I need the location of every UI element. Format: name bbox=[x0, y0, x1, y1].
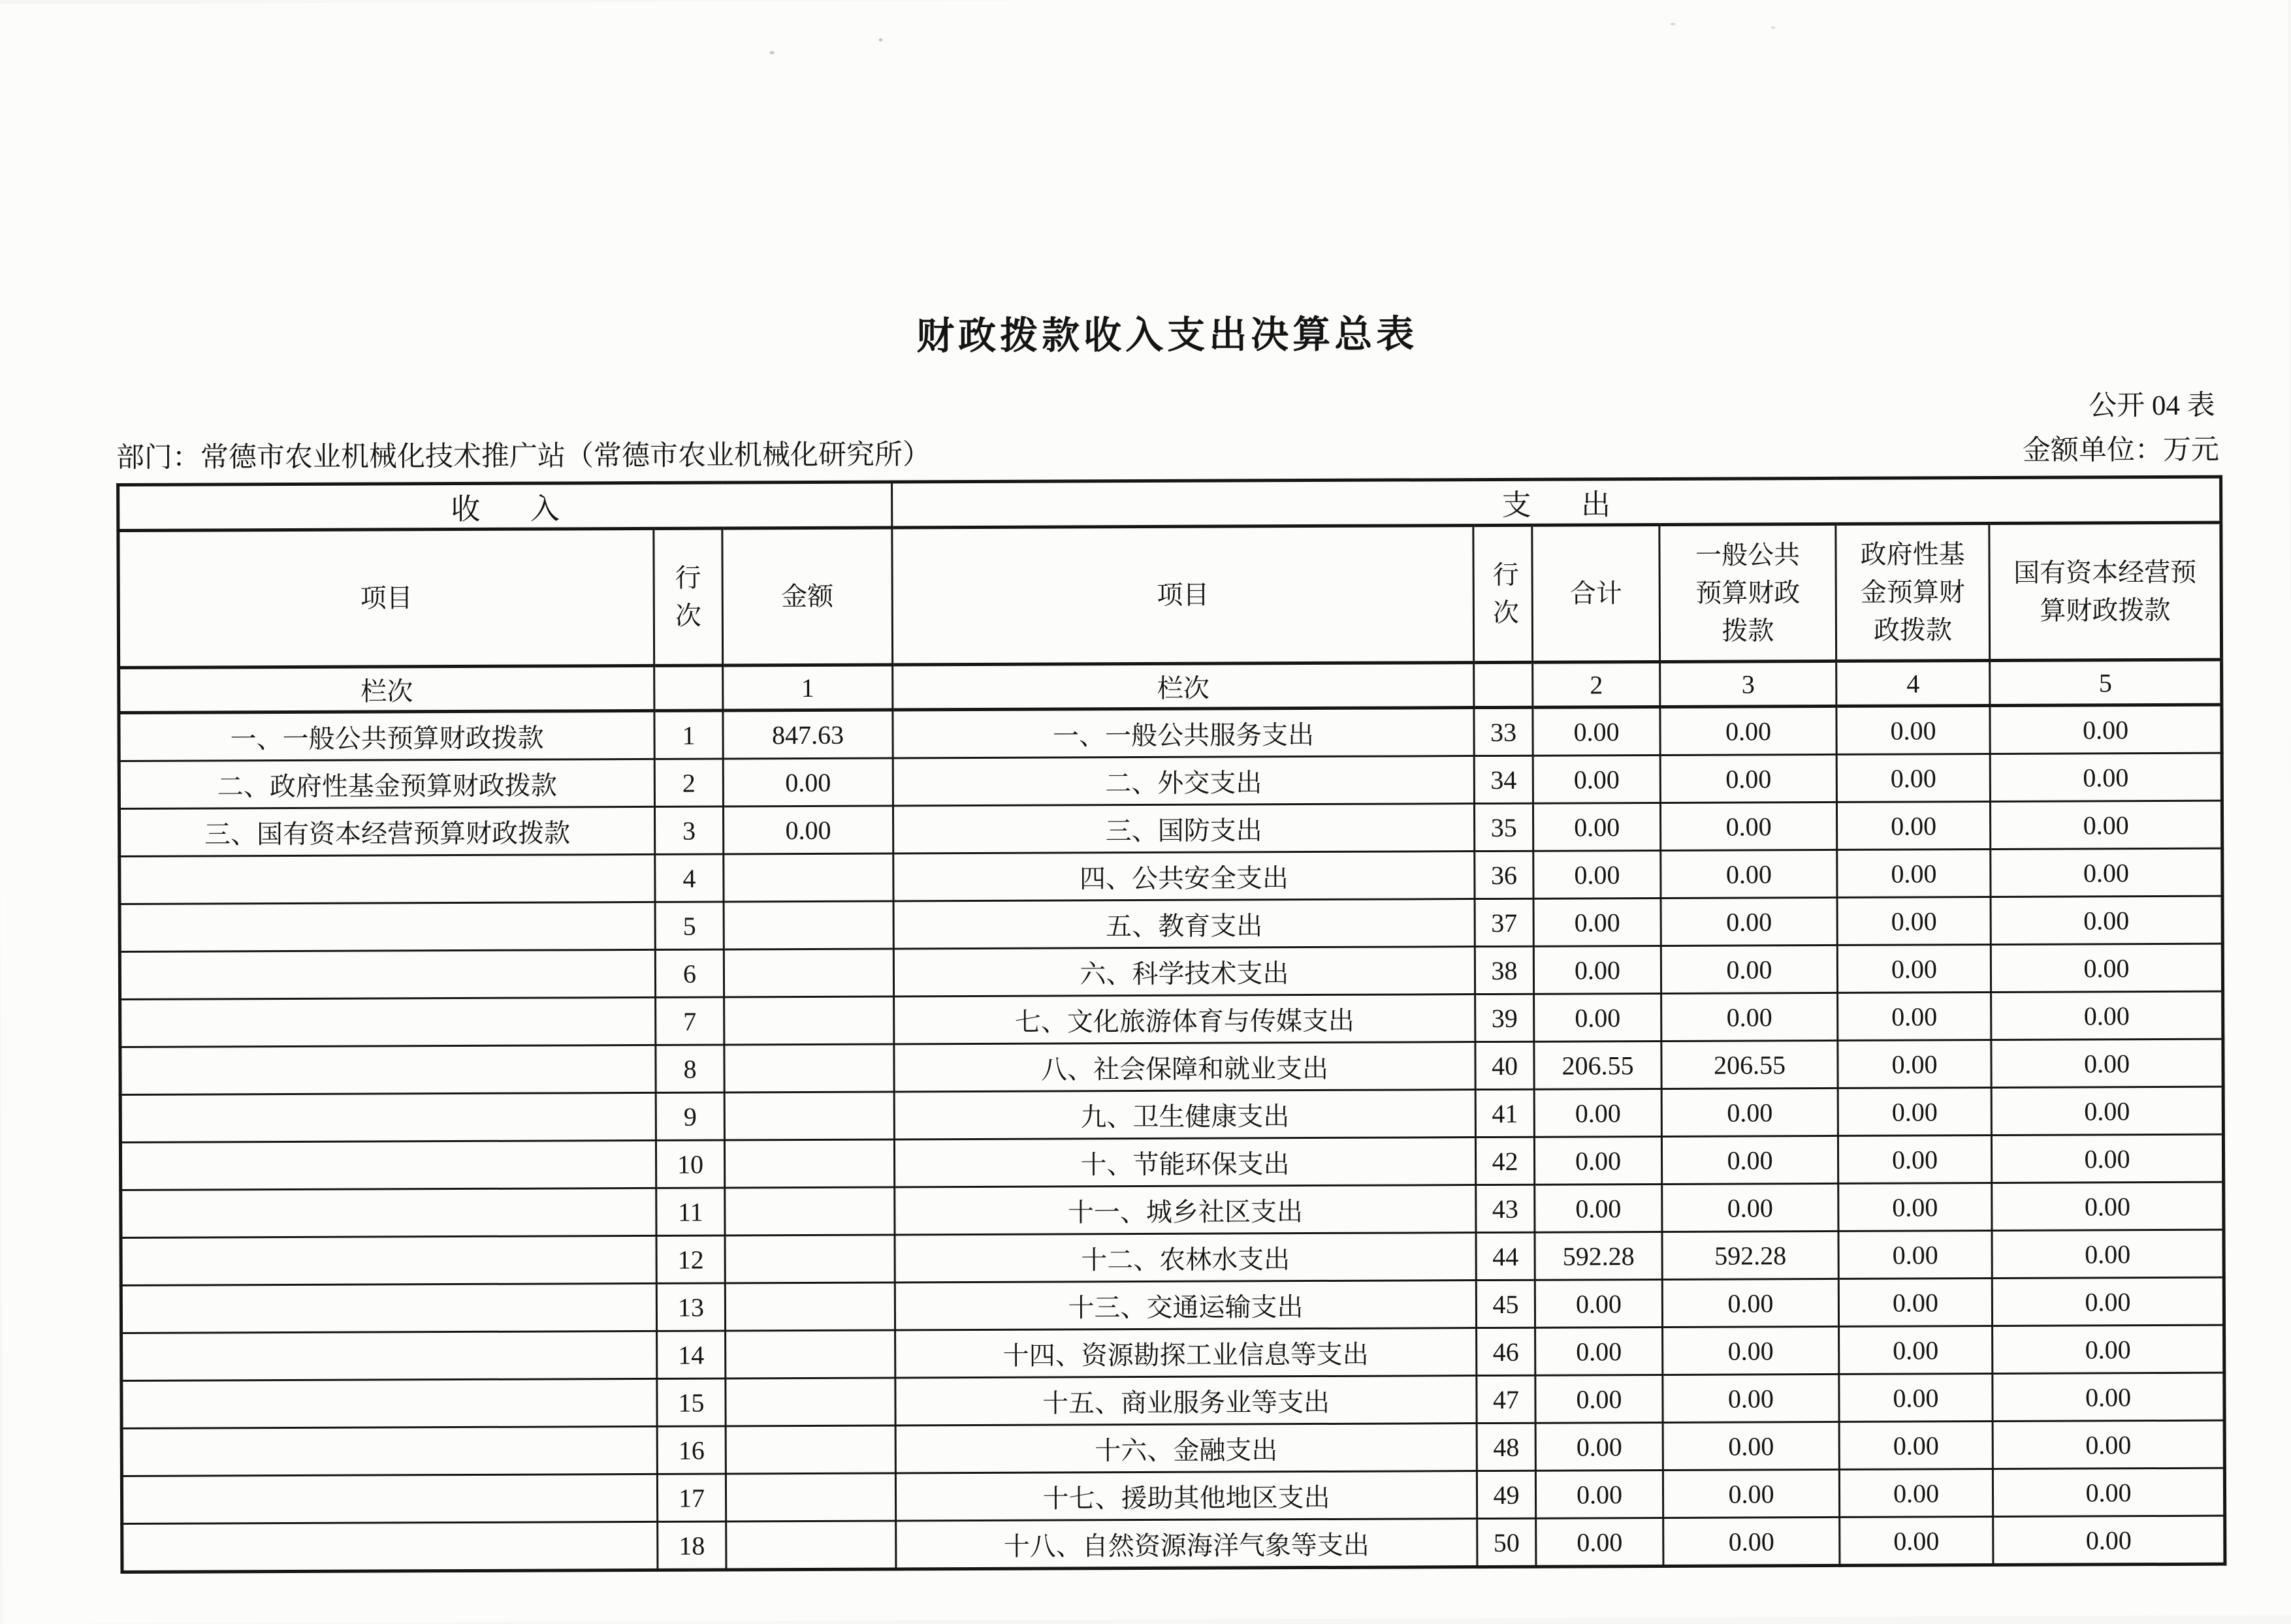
income-item-cell bbox=[120, 902, 655, 951]
expense-total-cell: 0.00 bbox=[1533, 946, 1661, 994]
expense-line-cell: 44 bbox=[1476, 1232, 1535, 1280]
expense-item-cell: 十七、援助其他地区支出 bbox=[895, 1471, 1477, 1521]
page-title: 财政拨款收入支出决算总表 bbox=[916, 313, 1418, 358]
section-header-row bbox=[118, 477, 2221, 530]
expense-total-cell: 0.00 bbox=[1533, 707, 1660, 756]
table-row bbox=[121, 1373, 2224, 1428]
expense-line-no-header: 行次 bbox=[1473, 525, 1533, 662]
form-code: 公开 04 表 bbox=[2089, 390, 2215, 422]
expense-line-cell: 35 bbox=[1474, 803, 1533, 851]
expense-general-cell: 0.00 bbox=[1660, 802, 1836, 850]
column-index-2: 2 bbox=[1533, 661, 1660, 707]
income-line-cell: 10 bbox=[656, 1140, 724, 1188]
expense-general-cell: 0.00 bbox=[1662, 1279, 1838, 1327]
income-item-cell bbox=[122, 1521, 658, 1572]
document-content bbox=[114, 0, 2223, 1574]
expense-line-cell: 34 bbox=[1474, 756, 1533, 803]
gov-fund-budget-header: 政府性基 金预算财 政拨款 bbox=[1836, 524, 1990, 661]
expense-total-cell: 0.00 bbox=[1534, 1136, 1661, 1185]
expense-item-cell: 十六、金融支出 bbox=[895, 1424, 1477, 1473]
income-line-cell: 12 bbox=[656, 1235, 725, 1283]
expense-capital-cell: 0.00 bbox=[1991, 896, 2222, 944]
income-amount-cell bbox=[726, 1521, 896, 1570]
income-amount-header: 金额 bbox=[722, 528, 893, 665]
column-index-4: 4 bbox=[1836, 661, 1990, 707]
expense-capital-cell: 0.00 bbox=[1991, 1134, 2223, 1183]
income-line-cell: 7 bbox=[656, 997, 724, 1045]
expense-general-cell: 592.28 bbox=[1662, 1231, 1838, 1279]
income-amount-cell bbox=[724, 949, 893, 997]
expense-line-cell: 33 bbox=[1474, 707, 1533, 756]
income-line-cell: 13 bbox=[656, 1283, 725, 1331]
expense-fund-cell: 0.00 bbox=[1837, 897, 1991, 946]
expense-capital-cell: 0.00 bbox=[1993, 1325, 2224, 1373]
expense-fund-cell: 0.00 bbox=[1838, 1231, 1992, 1279]
income-amount-cell bbox=[724, 996, 894, 1045]
income-item-cell bbox=[120, 854, 655, 904]
expense-capital-cell: 0.00 bbox=[1993, 1468, 2224, 1516]
income-amount-cell bbox=[726, 1330, 895, 1378]
expense-fund-cell: 0.00 bbox=[1840, 1517, 1993, 1566]
expense-fund-cell: 0.00 bbox=[1836, 802, 1990, 850]
income-item-cell bbox=[121, 1426, 657, 1476]
income-line-cell: 1 bbox=[654, 710, 723, 759]
expense-item-cell: 八、社会保障和就业支出 bbox=[894, 1042, 1475, 1092]
expense-item-cell: 二、外交支出 bbox=[893, 756, 1474, 806]
income-amount-cell bbox=[726, 1425, 895, 1474]
income-line-cell: 17 bbox=[657, 1474, 726, 1521]
expense-fund-cell: 0.00 bbox=[1838, 1088, 1991, 1136]
income-amount-cell: 0.00 bbox=[723, 758, 893, 806]
expense-capital-cell: 0.00 bbox=[1990, 753, 2222, 801]
expense-total-cell: 0.00 bbox=[1534, 993, 1661, 1042]
income-item-cell: 一、一般公共预算财政拨款 bbox=[119, 710, 654, 761]
expense-item-cell: 十、节能环保支出 bbox=[894, 1138, 1475, 1187]
blank-cell bbox=[1474, 662, 1533, 707]
expense-item-cell: 九、卫生健康支出 bbox=[894, 1090, 1475, 1139]
income-amount-cell: 0.00 bbox=[723, 806, 893, 854]
expense-capital-cell: 0.00 bbox=[1991, 1087, 2223, 1135]
income-amount-cell bbox=[724, 1139, 894, 1188]
expense-capital-cell: 0.00 bbox=[1991, 991, 2223, 1040]
income-line-no-header: 行次 bbox=[654, 528, 723, 665]
expense-line-cell: 36 bbox=[1475, 851, 1533, 899]
expense-fund-cell: 0.00 bbox=[1838, 1040, 1991, 1089]
table-row bbox=[120, 1134, 2223, 1190]
column-index-3: 3 bbox=[1660, 661, 1836, 707]
table-row bbox=[121, 1420, 2224, 1476]
income-line-cell: 6 bbox=[655, 949, 724, 997]
expense-item-header: 项目 bbox=[892, 526, 1474, 665]
expense-section-header: 支出 bbox=[892, 477, 2221, 528]
expense-item-cell: 十八、自然资源海洋气象等支出 bbox=[896, 1519, 1477, 1569]
expense-fund-cell: 0.00 bbox=[1838, 1136, 1991, 1184]
table-row bbox=[120, 1039, 2223, 1094]
unit-label: 金额单位：万元 bbox=[2022, 434, 2219, 466]
income-item-cell bbox=[121, 1378, 657, 1428]
income-item-cell bbox=[121, 1188, 656, 1237]
expense-item-cell: 六、科学技术支出 bbox=[893, 947, 1475, 996]
income-line-cell: 3 bbox=[654, 806, 723, 854]
table-row bbox=[120, 896, 2222, 951]
expense-item-cell: 十五、商业服务业等支出 bbox=[895, 1376, 1477, 1425]
income-amount-cell bbox=[724, 901, 893, 949]
expense-capital-cell: 0.00 bbox=[1993, 1373, 2224, 1421]
income-item-header: 项目 bbox=[118, 528, 654, 667]
expense-capital-cell: 0.00 bbox=[1991, 848, 2222, 897]
blank-cell bbox=[654, 665, 723, 710]
expense-general-cell: 0.00 bbox=[1661, 1088, 1838, 1136]
expense-fund-cell: 0.00 bbox=[1839, 1469, 1993, 1518]
expense-item-cell: 五、教育支出 bbox=[893, 899, 1475, 949]
expense-line-cell: 43 bbox=[1476, 1185, 1535, 1232]
expense-total-cell: 0.00 bbox=[1535, 1375, 1663, 1423]
expense-line-cell: 49 bbox=[1477, 1471, 1535, 1518]
expense-line-cell: 37 bbox=[1475, 899, 1533, 946]
expense-total-header: 合计 bbox=[1532, 524, 1660, 662]
expense-capital-cell: 0.00 bbox=[1992, 1182, 2224, 1230]
table-row bbox=[119, 705, 2222, 761]
expense-total-cell: 0.00 bbox=[1533, 755, 1660, 803]
expense-item-cell: 七、文化旅游体育与传媒支出 bbox=[894, 995, 1475, 1044]
expense-capital-cell: 0.00 bbox=[1990, 705, 2222, 754]
fiscal-appropriation-table bbox=[116, 475, 2226, 1574]
expense-line-cell: 45 bbox=[1476, 1280, 1535, 1328]
expense-column-index-label: 栏次 bbox=[893, 663, 1474, 710]
department-label: 部门：常德市农业机械化技术推广站（常德市农业机械化研究所） bbox=[116, 439, 931, 474]
expense-total-cell: 0.00 bbox=[1535, 1184, 1662, 1232]
income-line-cell: 8 bbox=[656, 1045, 724, 1092]
income-item-cell bbox=[120, 997, 656, 1047]
expense-general-cell: 0.00 bbox=[1661, 897, 1837, 946]
expense-total-cell: 0.00 bbox=[1533, 850, 1661, 899]
expense-total-cell: 0.00 bbox=[1535, 1279, 1662, 1328]
table-row bbox=[120, 848, 2222, 904]
expense-fund-cell: 0.00 bbox=[1838, 1279, 1992, 1327]
expense-total-cell: 0.00 bbox=[1535, 1470, 1663, 1518]
income-line-cell: 5 bbox=[655, 902, 724, 949]
expense-line-cell: 40 bbox=[1475, 1042, 1534, 1089]
income-section-header: 收入 bbox=[118, 482, 892, 531]
income-amount-cell bbox=[726, 1378, 895, 1426]
expense-total-cell: 592.28 bbox=[1535, 1232, 1662, 1280]
table-row bbox=[119, 801, 2222, 856]
expense-line-cell: 41 bbox=[1475, 1089, 1534, 1137]
expense-fund-cell: 0.00 bbox=[1839, 1422, 1993, 1470]
expense-line-cell: 39 bbox=[1475, 994, 1534, 1042]
income-item-cell: 二、政府性基金预算财政拨款 bbox=[119, 759, 654, 808]
expense-fund-cell: 0.00 bbox=[1837, 945, 1991, 993]
expense-general-cell: 0.00 bbox=[1663, 1469, 1839, 1518]
expense-capital-cell: 0.00 bbox=[1993, 1420, 2224, 1469]
meta-row bbox=[116, 432, 2219, 477]
table-row bbox=[121, 1230, 2224, 1285]
income-item-cell bbox=[120, 1140, 656, 1190]
income-line-cell: 2 bbox=[654, 759, 723, 806]
expense-capital-cell: 0.00 bbox=[1990, 801, 2222, 849]
income-line-cell: 9 bbox=[656, 1092, 724, 1140]
state-capital-budget-header: 国有资本经营预 算财政拨款 bbox=[1989, 522, 2222, 660]
income-amount-cell bbox=[724, 1092, 894, 1140]
income-line-cell: 4 bbox=[655, 854, 724, 902]
income-item-cell bbox=[121, 1331, 657, 1380]
expense-line-cell: 50 bbox=[1477, 1518, 1536, 1567]
column-index-1: 1 bbox=[723, 665, 893, 710]
income-item-cell bbox=[121, 1283, 656, 1333]
expense-line-cell: 47 bbox=[1477, 1375, 1535, 1423]
column-index-row bbox=[119, 660, 2222, 712]
income-line-cell: 16 bbox=[657, 1426, 726, 1474]
expense-fund-cell: 0.00 bbox=[1838, 993, 1991, 1041]
expense-general-cell: 206.55 bbox=[1661, 1040, 1838, 1089]
income-item-cell: 三、国有资本经营预算财政拨款 bbox=[119, 806, 654, 856]
expense-line-cell: 42 bbox=[1475, 1137, 1534, 1185]
expense-capital-cell: 0.00 bbox=[1993, 1516, 2225, 1565]
expense-fund-cell: 0.00 bbox=[1839, 1374, 1993, 1422]
column-index-5: 5 bbox=[1990, 660, 2222, 705]
income-line-cell: 15 bbox=[657, 1378, 726, 1426]
expense-total-cell: 206.55 bbox=[1534, 1041, 1661, 1089]
income-amount-cell bbox=[724, 853, 893, 902]
expense-fund-cell: 0.00 bbox=[1836, 754, 1990, 803]
general-public-budget-header: 一般公共 预算财政 拨款 bbox=[1659, 524, 1836, 661]
expense-general-cell: 0.00 bbox=[1661, 945, 1837, 993]
column-header-row bbox=[118, 522, 2222, 667]
income-amount-cell bbox=[724, 1044, 894, 1092]
income-item-cell bbox=[121, 1474, 657, 1523]
expense-capital-cell: 0.00 bbox=[1992, 1277, 2224, 1326]
income-column-index-label: 栏次 bbox=[119, 665, 654, 712]
expense-general-cell: 0.00 bbox=[1662, 1183, 1838, 1232]
expense-item-cell: 十三、交通运输支出 bbox=[895, 1281, 1476, 1330]
expense-total-cell: 0.00 bbox=[1536, 1518, 1663, 1567]
expense-capital-cell: 0.00 bbox=[1991, 1039, 2223, 1087]
expense-fund-cell: 0.00 bbox=[1837, 850, 1991, 898]
expense-fund-cell: 0.00 bbox=[1836, 706, 1990, 755]
table-row bbox=[121, 1277, 2224, 1333]
expense-general-cell: 0.00 bbox=[1660, 706, 1836, 755]
income-item-cell bbox=[120, 1092, 656, 1142]
expense-total-cell: 0.00 bbox=[1533, 898, 1661, 946]
expense-item-cell: 三、国防支出 bbox=[893, 804, 1475, 853]
expense-general-cell: 0.00 bbox=[1661, 1136, 1838, 1184]
expense-line-cell: 48 bbox=[1477, 1423, 1535, 1471]
table-row bbox=[122, 1516, 2225, 1572]
expense-item-cell: 十一、城乡社区支出 bbox=[895, 1185, 1476, 1235]
expense-line-cell: 38 bbox=[1475, 946, 1533, 994]
expense-item-cell: 十四、资源勘探工业信息等支出 bbox=[895, 1328, 1477, 1378]
income-amount-cell bbox=[725, 1187, 895, 1235]
expense-item-cell: 十二、农林水支出 bbox=[895, 1233, 1476, 1282]
expense-general-cell: 0.00 bbox=[1663, 1374, 1839, 1422]
income-item-cell bbox=[120, 949, 655, 999]
expense-general-cell: 0.00 bbox=[1660, 754, 1836, 803]
expense-general-cell: 0.00 bbox=[1661, 850, 1837, 898]
table-row bbox=[121, 1325, 2224, 1380]
income-amount-cell: 847.63 bbox=[723, 710, 893, 759]
expense-total-cell: 0.00 bbox=[1534, 1089, 1661, 1137]
expense-total-cell: 0.00 bbox=[1535, 1422, 1663, 1471]
table-row bbox=[120, 991, 2223, 1047]
expense-fund-cell: 0.00 bbox=[1838, 1183, 1992, 1232]
expense-general-cell: 0.00 bbox=[1663, 1422, 1839, 1470]
expense-total-cell: 0.00 bbox=[1535, 1327, 1663, 1375]
table-row bbox=[120, 1087, 2223, 1142]
table-row bbox=[120, 944, 2222, 999]
expense-item-cell: 一、一般公共服务支出 bbox=[893, 708, 1474, 758]
expense-total-cell: 0.00 bbox=[1533, 803, 1660, 851]
expense-fund-cell: 0.00 bbox=[1839, 1326, 1993, 1375]
income-amount-cell bbox=[725, 1235, 895, 1283]
table-row bbox=[121, 1468, 2224, 1523]
expense-general-cell: 0.00 bbox=[1663, 1326, 1839, 1375]
expense-line-cell: 46 bbox=[1477, 1328, 1535, 1375]
income-line-cell: 18 bbox=[658, 1521, 726, 1570]
table-row bbox=[119, 753, 2222, 808]
expense-general-cell: 0.00 bbox=[1661, 993, 1838, 1041]
income-item-cell bbox=[121, 1235, 656, 1285]
income-amount-cell bbox=[726, 1473, 895, 1521]
income-amount-cell bbox=[725, 1282, 895, 1331]
table-row bbox=[121, 1182, 2224, 1237]
expense-item-cell: 四、公共安全支出 bbox=[893, 852, 1475, 901]
expense-general-cell: 0.00 bbox=[1663, 1517, 1840, 1566]
expense-capital-cell: 0.00 bbox=[1992, 1230, 2224, 1278]
expense-capital-cell: 0.00 bbox=[1991, 944, 2222, 992]
income-line-cell: 11 bbox=[656, 1188, 725, 1235]
income-line-cell: 14 bbox=[657, 1331, 726, 1378]
income-item-cell bbox=[120, 1045, 656, 1094]
